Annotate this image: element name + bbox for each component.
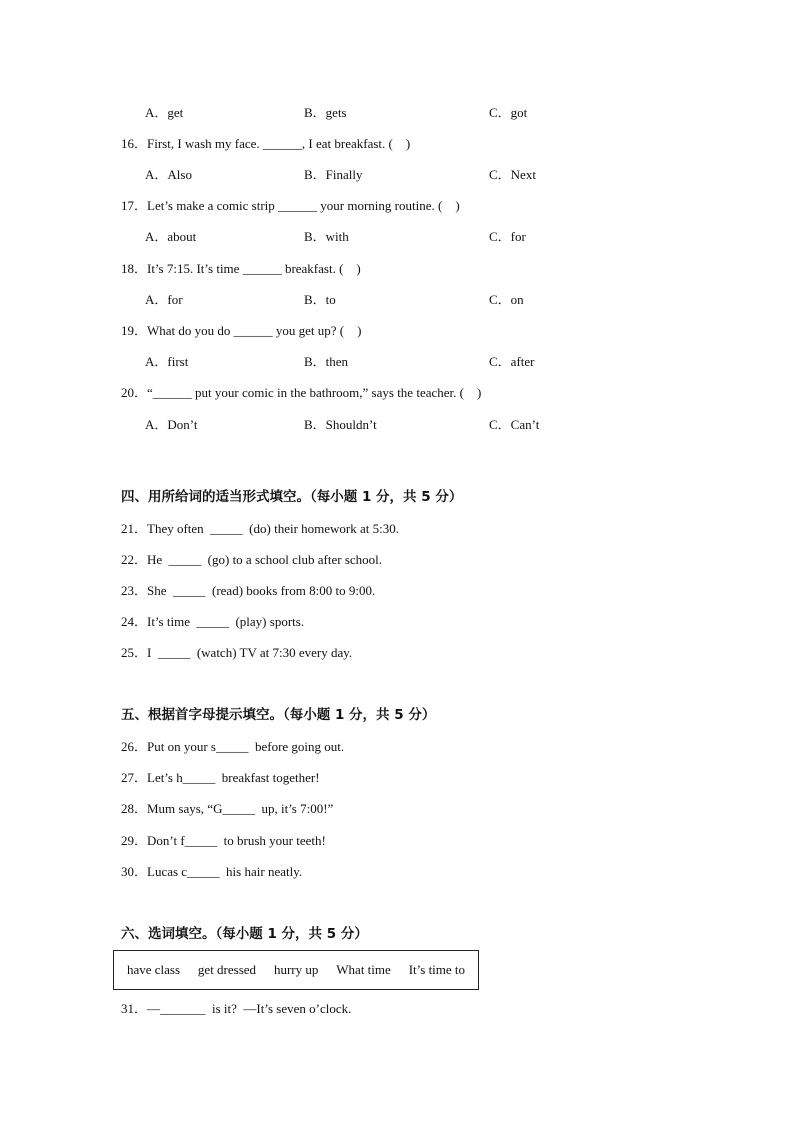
option-b: B．Shouldn’t [304,417,377,432]
option-b: B．with [304,229,349,244]
option-a: A．Don’t [145,417,198,432]
option-c: C．got [489,105,528,120]
word-bank-item: hurry up [273,962,319,977]
question-item: 28．Mum says, “G_____ up, it’s 7:00!” [121,801,334,816]
option-c: C．on [489,292,524,307]
option-c: C．Next [489,167,536,182]
word-bank-item: It’s time to [408,962,466,977]
option-a: A．first [145,354,189,369]
question-item: 26．Put on your s_____ before going out. [121,739,345,754]
question-stem: 20．“______ put your comic in the bathroom,” says the teacher. ( ) [121,385,482,400]
question-item: 22．He _____ (go) to a school club after school. [121,552,383,567]
question-item: 29．Don’t f_____ to brush your teeth! [121,833,326,848]
option-a: A．for [145,292,183,307]
option-b: B．Finally [304,167,363,182]
option-c: C．for [489,229,526,244]
option-b: B．then [304,354,349,369]
option-a: A．Also [145,167,192,182]
word-bank-item: get dressed [197,962,257,977]
question-item: 27．Let’s h_____ breakfast together! [121,770,320,785]
option-b: B．to [304,292,336,307]
question-item: 25．I _____ (watch) TV at 7:30 every day. [121,645,353,660]
option-c: C．Can’t [489,417,540,432]
section-heading: 六、选词填空。（每小题 1 分，共 5 分） [121,926,368,942]
option-a: A．about [145,229,197,244]
option-c: C．after [489,354,535,369]
question-stem: 17．Let’s make a comic strip ______ your morning routine. ( ) [121,198,460,213]
question-item: 30．Lucas c_____ his hair neatly. [121,864,303,879]
question-item: 21．They often _____ (do) their homework at 5:30. [121,521,399,536]
question-stem: 19．What do you do ______ you get up? ( ) [121,323,362,338]
question-item: 31．—_______ is it? —It’s seven o’clock. [121,1001,352,1016]
section-heading: 五、根据首字母提示填空。（每小题 1 分，共 5 分） [121,707,436,723]
word-bank-item: What time [336,962,391,977]
section-heading: 四、用所给词的适当形式填空。（每小题 1 分，共 5 分） [121,489,463,505]
word-bank-box [113,950,479,990]
option-b: B．gets [304,105,347,120]
word-bank-item: have class [126,962,181,977]
question-stem: 18．It’s 7:15. It’s time ______ breakfast. ( ) [121,261,361,276]
question-item: 24．It’s time _____ (play) sports. [121,614,305,629]
option-a: A．get [145,105,184,120]
question-stem: 16．First, I wash my face. ______, I eat breakfast. ( ) [121,136,411,151]
question-item: 23．She _____ (read) books from 8:00 to 9:00. [121,583,376,598]
